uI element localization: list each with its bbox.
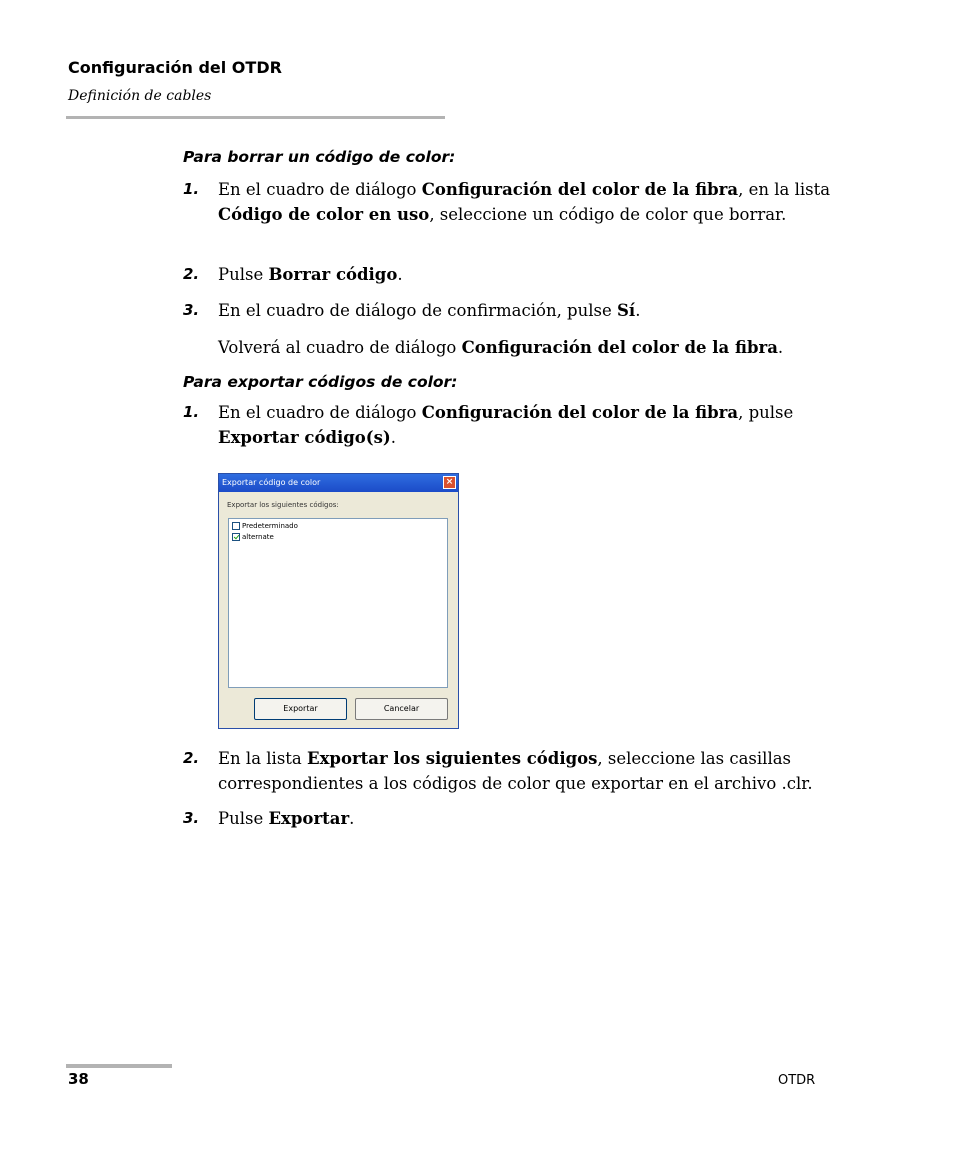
delete-section-heading: Para borrar un código de color: (183, 148, 456, 166)
dialog-title-bar (219, 474, 458, 492)
step-number: 1. (183, 180, 200, 198)
step-text: En el cuadro de diálogo (218, 403, 422, 422)
delete-step-2 (183, 262, 833, 287)
step-text: , en la lista (738, 180, 831, 199)
delete-result-note (218, 335, 783, 360)
cancel-button[interactable]: Cancelar (355, 698, 448, 720)
export-color-code-dialog (218, 473, 459, 729)
step-number: 2. (183, 749, 200, 767)
header-divider (66, 116, 445, 119)
dialog-title: Exportar código de color (222, 478, 321, 487)
step-text: En el cuadro de diálogo de confirmación, pulse (218, 301, 617, 320)
list-item-predeterminado[interactable] (232, 522, 298, 530)
export-step-3 (183, 806, 833, 831)
step-number: 3. (183, 809, 200, 827)
export-codes-list[interactable] (228, 518, 448, 688)
step-bold-term: Código de color en uso (218, 205, 430, 224)
delete-step-1 (183, 177, 833, 227)
step-bold-term: Exportar (268, 809, 350, 828)
step-text: . (349, 809, 355, 828)
list-item-label: alternate (242, 533, 274, 541)
note-text: . (777, 338, 784, 357)
step-bold-term: Exportar los siguientes códigos (307, 749, 598, 768)
step-bold-term: Borrar código (268, 265, 398, 284)
checkbox-unchecked[interactable] (232, 522, 240, 530)
running-header-title: Configuración del OTDR (68, 58, 282, 77)
list-item-label: Predeterminado (242, 522, 298, 530)
step-text: , seleccione las casillas correspondientes a los códigos de color que exportar en el archivo .clr. (218, 749, 813, 793)
export-button[interactable]: Exportar (254, 698, 347, 720)
step-text: , seleccione un código de color que borrar. (429, 205, 787, 224)
step-bold-term: Sí (617, 301, 636, 320)
step-text: . (390, 428, 396, 447)
running-header-subtitle: Definición de cables (68, 88, 212, 104)
step-bold-term: Configuración del color de la fibra (421, 403, 739, 422)
step-number: 3. (183, 301, 200, 319)
export-step-2 (183, 746, 833, 796)
export-section-heading: Para exportar códigos de color: (183, 373, 458, 391)
step-bold-term: Configuración del color de la fibra (421, 180, 739, 199)
export-list-label: Exportar los siguientes códigos: (227, 501, 339, 509)
footer-product-name: OTDR (778, 1073, 816, 1088)
step-number: 1. (183, 403, 200, 421)
step-bold-term: Exportar código(s) (218, 428, 391, 447)
step-text: , pulse (738, 403, 794, 422)
step-text: Pulse (218, 265, 269, 284)
note-text: Volverá al cuadro de diálogo (218, 338, 462, 357)
checkbox-checked[interactable] (232, 533, 240, 541)
note-bold-term: Configuración del color de la fibra (461, 338, 778, 357)
step-number: 2. (183, 265, 200, 283)
page-number: 38 (68, 1070, 89, 1088)
export-step-1 (183, 400, 833, 450)
delete-step-3 (183, 298, 833, 323)
step-text: En la lista (218, 749, 308, 768)
step-text: . (397, 265, 403, 284)
step-text: . (635, 301, 641, 320)
step-text: Pulse (218, 809, 269, 828)
list-item-alternate[interactable] (232, 533, 274, 541)
close-icon[interactable]: × (443, 476, 456, 489)
step-text: En el cuadro de diálogo (218, 180, 422, 199)
footer-divider (66, 1064, 172, 1068)
